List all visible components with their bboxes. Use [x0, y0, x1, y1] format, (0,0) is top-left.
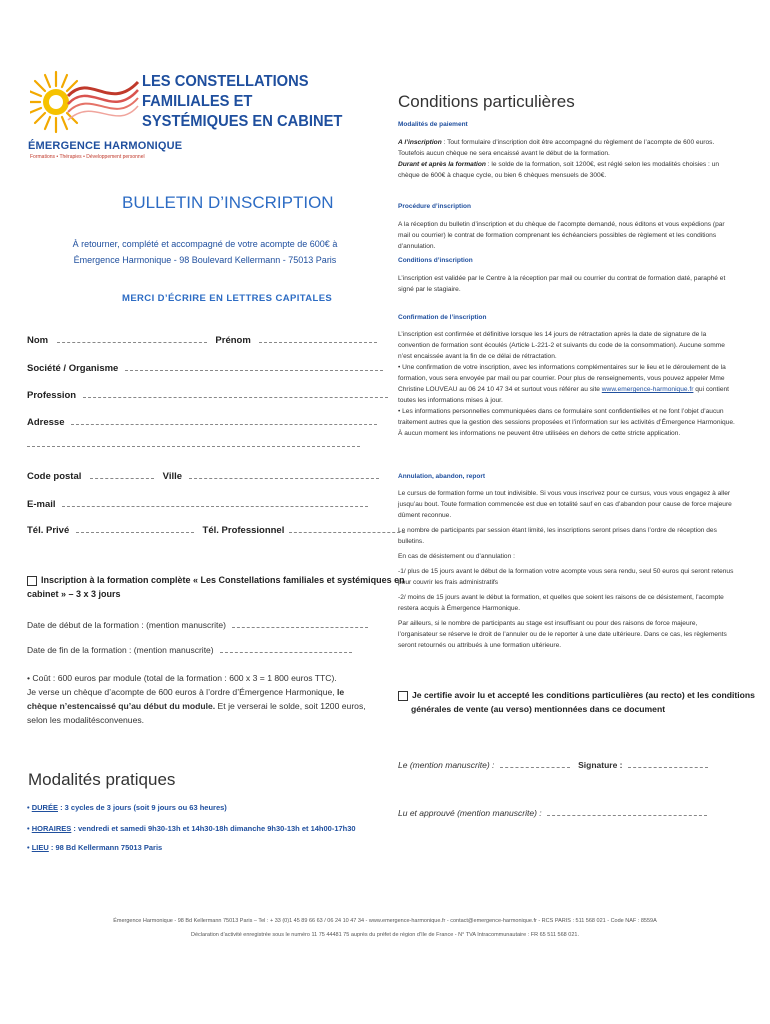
- retour-text: [60, 236, 350, 268]
- date-fin-field[interactable]: [220, 643, 352, 653]
- lieu-value: : 98 Bd Kellermann 75013 Paris: [48, 843, 163, 852]
- bulletin-title: BULLETIN D’INSCRIPTION: [122, 193, 334, 212]
- inscription-option: [27, 573, 405, 601]
- paiement-2-key: Durant et après la formation: [398, 161, 486, 168]
- confirmation-1: L’inscription est confirmée et définitive lorsque les 14 jours de rétractation après la date de signature de la convention de formation sont écoulés (Article L-221-2 et suivants du code de la consommation). Aucune somme n’est encaissée avant la fin de ce délai de rétractation.: [398, 331, 725, 360]
- option-line-1: Inscription à la formation complète « Les Constellations familiales et systémiques en: [41, 575, 405, 585]
- logo-name: ÉMERGENCE HARMONIQUE: [28, 140, 183, 152]
- paiement-1-key: A l’inscription: [398, 139, 442, 146]
- annulation-5: -2/ moins de 15 jours avant le début la formation, et quelles que soient les raisons de ce désistement, l’acompte restera acquis à Émergence Harmonique.: [398, 594, 724, 612]
- footer-line-1: Émergence Harmonique - 98 Bd Kellermann 75013 Paris – Tel : + 33 (0)1 45 89 66 63 / 06 24 10 47 34 - www.emergence-harmonique.fr - contact@emergence-harmonique.fr - RCS PARIS : 511 568 021 - Code NAF : 8559A: [113, 918, 657, 924]
- option-line-2: cabinet » – 3 x 3 jours: [27, 589, 121, 599]
- annulation-2: Le nombre de participants par session étant limité, les inscriptions seront prises dans l’ordre de réception des bulletins.: [398, 527, 717, 545]
- merci-capitales: MERCI D’ÉCRIRE EN LETTRES CAPITALES: [122, 293, 333, 304]
- retour-line-2: Émergence Harmonique - 98 Boulevard Kellermann - 75013 Paris: [73, 255, 337, 265]
- nom-field[interactable]: [57, 333, 207, 343]
- certifie-block: [398, 688, 755, 716]
- title-line-1: LES CONSTELLATIONS FAMILIALES ET: [142, 73, 309, 110]
- ville-field[interactable]: [189, 469, 379, 479]
- tel-prive-label: Tél. Privé: [27, 525, 70, 536]
- email-label: E-mail: [27, 499, 56, 510]
- lieu-key: LIEU: [31, 843, 49, 852]
- annulation-heading: Annulation, abandon, report: [398, 473, 486, 480]
- lieu-item: • LIEU : 98 Bd Kellermann 75013 Paris: [27, 843, 163, 852]
- confirmation-text: [398, 329, 738, 439]
- duree-value: : 3 cycles de 3 jours (soit 9 jours ou 63 heures): [57, 803, 227, 812]
- code-postal-label: Code postal: [27, 471, 82, 482]
- inscription-checkbox[interactable]: [27, 576, 37, 586]
- tel-prive-field[interactable]: [76, 523, 194, 533]
- procedure-text: A la réception du bulletin d’inscription et du chèque de l’acompte demandé, nous éditons et vous expédions (par mail ou courrier) le contrat de formation comprenant les échéanciers possibles de règlement et les conditions d’annulation.: [398, 221, 725, 250]
- conditions-text: L’inscription est validée par le Centre à la réception par mail ou courrier du contrat de formation daté, paraphé et signé par le stagiaire.: [398, 275, 726, 293]
- profession-field[interactable]: [83, 388, 388, 398]
- societe-field[interactable]: [125, 361, 383, 371]
- conditions-title: Conditions particulières: [398, 92, 575, 111]
- paiement-heading: Modalités de paiement: [398, 121, 468, 128]
- codepostal-row: [27, 469, 379, 482]
- certifie-line-2: générales de vente (au verso) mentionnées dans ce document: [411, 704, 666, 714]
- cheque-a: Je verse un chèque d’acompte de 600 euros à l’ordre d’Émergence Harmonique,: [27, 687, 338, 697]
- title-line-2: SYSTÉMIQUES EN CABINET: [142, 113, 343, 130]
- prenom-field[interactable]: [259, 333, 377, 343]
- procedure-heading: Procédure d’inscription: [398, 203, 471, 210]
- cheque-d: Et je verserai le solde, soit 1200 euros, selon les modalités: [27, 701, 366, 725]
- le-label: Le (mention manuscrite) :: [398, 760, 495, 770]
- email-row: [27, 497, 368, 510]
- adresse-label: Adresse: [27, 417, 65, 428]
- footer-line-2: Déclaration d’activité enregistrée sous le numéro 11 75 44481 75 auprès du préfet de région d’Ile de France - N° TVA Intracommunautaire : FR 65 511 568 021.: [191, 932, 579, 938]
- main-title: [142, 72, 363, 132]
- signature-label: Signature :: [578, 760, 623, 770]
- tel-pro-label: Tél. Professionnel: [202, 525, 285, 536]
- conditions-heading: Conditions d’inscription: [398, 257, 473, 264]
- duree-item: • DURÉE : 3 cycles de 3 jours (soit 9 jours ou 63 heures): [27, 803, 227, 812]
- profession-label: Profession: [27, 390, 77, 401]
- signature-field[interactable]: [628, 758, 708, 768]
- confirmation-3: • Les informations personnelles communiquées dans ce formulaire sont confidentielles et ne font l’objet d’aucun traitement autres que la gestion des sessions proposées et l’information sur les activités d’Émergence Harmonique. À aucun moment les informations ne peuvent être utilisées en dehors de cette stricte application.: [398, 408, 735, 437]
- website-link[interactable]: www.emergence-harmonique.fr: [601, 386, 694, 393]
- confirmation-2: [398, 362, 738, 406]
- paiement-2-value: : le solde de la formation, soit 1200€, est réglé selon les modalités choisies : un chèque de 600€ à chaque cycle, ou bien 6 chèques mensuels de 300€.: [398, 161, 720, 179]
- prenom-label: Prénom: [215, 335, 251, 346]
- footer: [100, 914, 670, 942]
- cout-block: [27, 671, 372, 727]
- annulation-4: -1/ plus de 15 jours avant le début de la formation votre acompte vous sera rendu, seul 50 euros qui seront retenus pour couvrir les frais administratifs: [398, 568, 734, 586]
- date-debut-row: [27, 618, 368, 630]
- confirmation-2b: qui contient toutes les informations mises à jour.: [398, 386, 729, 404]
- horaires-value: : vendredi et samedi 9h30-13h et 14h30-18h dimanche 9h30-13h et 14h00-17h30: [71, 824, 356, 833]
- date-fin-row: [27, 643, 352, 655]
- horaires-key: HORAIRES: [31, 824, 72, 833]
- code-postal-field[interactable]: [90, 469, 154, 479]
- tel-row: [27, 523, 405, 536]
- annulation-6: Par ailleurs, si le nombre de participants au stage est insuffisant ou pour des raisons de force majeure, l’organisateur se réserve le droit de l’annuler ou de le reporter à une date ultérieure. Dans ce cas, les règlements seront retournés ou attribués à une formation ultérieure.: [398, 620, 727, 649]
- date-debut-label: Date de début de la formation : (mention manuscrite): [27, 620, 226, 630]
- le-row: [398, 758, 708, 770]
- date-fin-label: Date de fin de la formation : (mention manuscrite): [27, 645, 214, 655]
- logo-tagline: Formations • Thérapies • Développement personnel: [30, 154, 145, 160]
- confirmation-heading: Confirmation de l’inscription: [398, 314, 487, 321]
- le-field[interactable]: [500, 758, 570, 768]
- cheque-e: convenues.: [100, 715, 145, 725]
- duree-key: DURÉE: [31, 803, 58, 812]
- ville-label: Ville: [162, 471, 183, 482]
- paiement-text: [398, 137, 738, 181]
- email-field[interactable]: [62, 497, 368, 507]
- annulation-text: [398, 488, 738, 651]
- cheque-b: le chèque n’est: [27, 687, 345, 711]
- paiement-1-value: : Tout formulaire d’inscription doit être accompagné du règlement de l’acompte de 600 euros. Toutefois aucun chèque ne sera encaissé avant le début de la formation.: [398, 139, 715, 157]
- lu-row: [398, 806, 707, 818]
- lu-label: Lu et approuvé (mention manuscrite) :: [398, 808, 542, 818]
- societe-label: Société / Organisme: [27, 363, 119, 374]
- confirmation-2a: • Une confirmation de votre inscription, avec les informations complémentaires sur le lieu et le déroulement de la formation, vous sera envoyée par mail ou par courrier. Pour plus de renseignements, vous pouvez appeler Mme Christine LOUVEAU au 06 24 10 47 34 et surtout vous référer au site: [398, 364, 726, 393]
- nom-label: Nom: [27, 335, 49, 346]
- adresse-row: [27, 415, 377, 428]
- horaires-item: • HORAIRES : vendredi et samedi 9h30-13h et 14h30-18h dimanche 9h30-13h et 14h00-17h30: [27, 824, 356, 833]
- certifie-checkbox[interactable]: [398, 691, 408, 701]
- annulation-1: Le cursus de formation forme un tout indivisible. Si vous vous inscrivez pour ce cursus, vous vous engagez à aller jusqu’au bout. Toute formation commencée est due en totalité sauf en cas d’abandon pour cause de force majeure dûment reconnue.: [398, 490, 732, 519]
- modalites-title: Modalités pratiques: [28, 770, 176, 789]
- adresse-field-2[interactable]: [27, 446, 360, 447]
- tel-pro-field[interactable]: [289, 523, 405, 533]
- date-debut-field[interactable]: [232, 618, 368, 628]
- certifie-line-1: Je certifie avoir lu et accepté les conditions particulières (au recto) et les conditions: [412, 690, 755, 700]
- retour-line-1: À retourner, complété et accompagné de votre acompte de 600€ à: [72, 239, 338, 249]
- adresse-field[interactable]: [71, 415, 377, 425]
- cheque-text: [27, 685, 372, 727]
- annulation-3: En cas de désistement ou d’annulation :: [398, 553, 515, 560]
- nom-row: [27, 333, 377, 346]
- logo-sun-icon: [30, 62, 140, 142]
- profession-row: [27, 388, 388, 401]
- cheque-c: encaissé qu’au début du module.: [79, 701, 216, 711]
- lu-field[interactable]: [547, 806, 707, 816]
- societe-row: [27, 361, 383, 374]
- cout-text: • Coût : 600 euros par module (total de la formation : 600 x 3 = 1 800 euros TTC).: [27, 673, 337, 683]
